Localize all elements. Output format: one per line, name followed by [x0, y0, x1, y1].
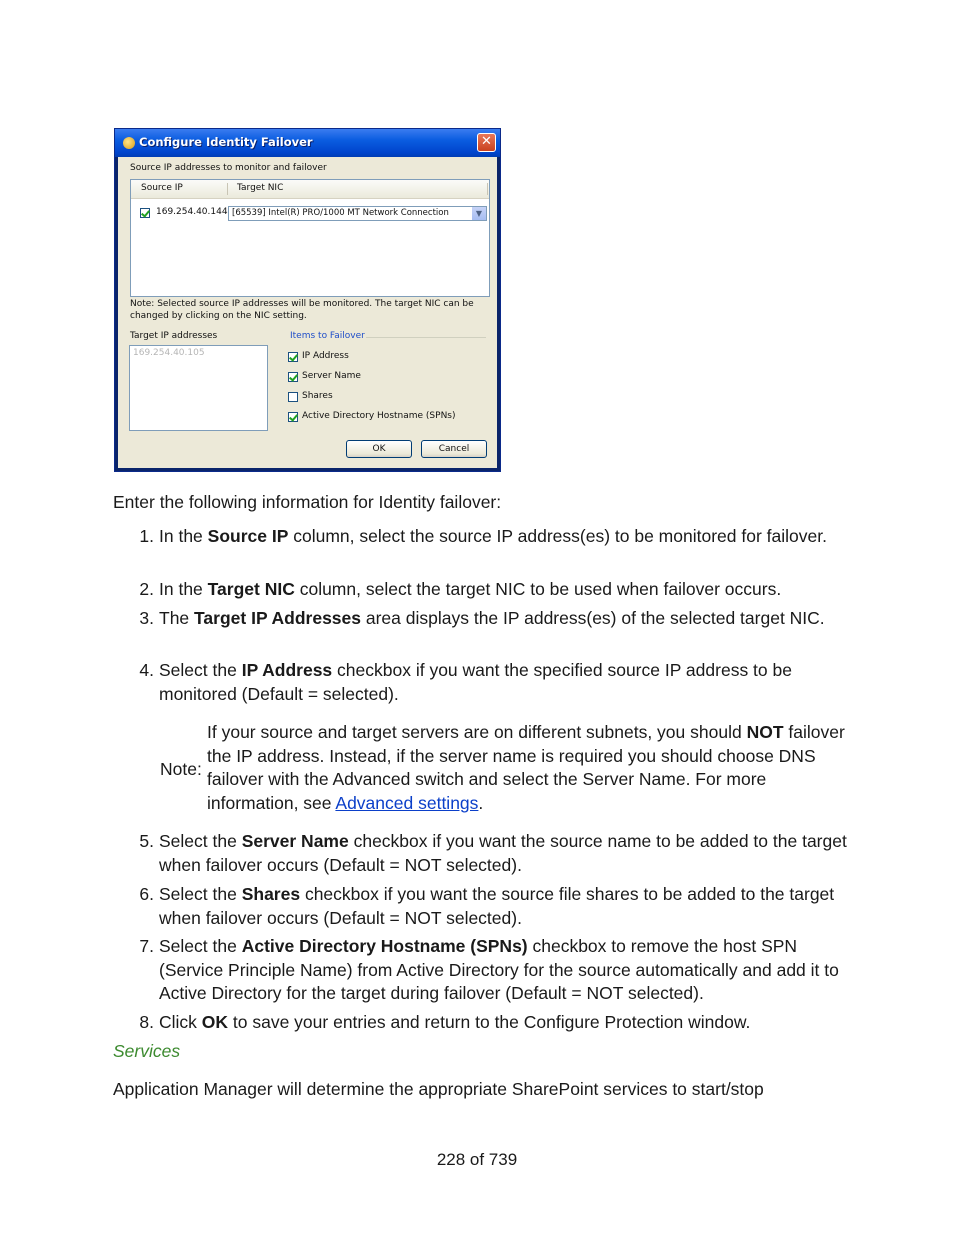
dialog-note-line2: changed by clicking on the NIC setting.	[130, 311, 307, 321]
page-number: 228 of 739	[436, 1150, 518, 1169]
column-header-target-nic[interactable]: Target NIC	[237, 183, 284, 193]
note-label: Note:	[160, 759, 202, 779]
cancel-button[interactable]: Cancel	[421, 440, 487, 458]
shares-checkbox[interactable]	[288, 392, 298, 402]
target-ip-value: 169.254.40.105	[133, 348, 205, 358]
target-nic-value: [65539] Intel(R) PRO/1000 MT Network Connection	[232, 208, 449, 218]
close-icon[interactable]: ✕	[477, 133, 496, 152]
ip-address-checkbox[interactable]	[288, 352, 298, 362]
items-to-failover-label: Items to Failover	[290, 331, 365, 341]
source-ip-value: 169.254.40.144	[156, 207, 228, 217]
active-directory-checkbox[interactable]	[288, 412, 298, 422]
target-ip-label: Target IP addresses	[130, 331, 218, 341]
dialog-titlebar	[115, 129, 500, 157]
dialog-title: Configure Identity Failover	[139, 135, 313, 149]
column-header-source-ip[interactable]: Source IP	[141, 183, 183, 193]
source-ip-checkbox[interactable]	[140, 208, 150, 218]
target-nic-select[interactable]	[228, 206, 487, 221]
target-ip-list[interactable]	[129, 345, 268, 431]
server-name-checkbox[interactable]	[288, 372, 298, 382]
server-name-label[interactable]: Server Name	[302, 371, 361, 381]
dialog-client	[118, 157, 497, 468]
ok-button[interactable]: OK	[346, 440, 412, 458]
active-directory-label[interactable]: Active Directory Hostname (SPNs)	[302, 411, 456, 421]
ip-address-label[interactable]: IP Address	[302, 351, 349, 361]
configure-identity-failover-dialog	[114, 128, 501, 472]
section-text: Application Manager will determine the appropriate SharePoint services to start/stop	[113, 1079, 764, 1099]
dialog-note-line1: Note: Selected source IP addresses will be monitored. The target NIC can be	[130, 299, 474, 309]
chevron-down-icon[interactable]: ▼	[472, 207, 486, 220]
app-icon	[123, 137, 135, 149]
source-ip-grid[interactable]	[130, 179, 490, 297]
monitor-label: Source IP addresses to monitor and failover	[130, 163, 327, 173]
group-divider	[366, 337, 486, 338]
advanced-settings-link[interactable]: Advanced settings	[335, 792, 479, 813]
section-heading: Services	[113, 1041, 181, 1061]
shares-label[interactable]: Shares	[302, 391, 333, 401]
intro-text: Enter the following information for Identity failover:	[113, 492, 502, 512]
note-body: If your source and target servers are on different subnets, you should NOT failover the IP address. Instead, if the server name is required you should choose DNS failover with the Advanced switch and select the Server Name. For more information, see Advanced settings.	[207, 722, 845, 813]
grid-header	[131, 180, 489, 199]
